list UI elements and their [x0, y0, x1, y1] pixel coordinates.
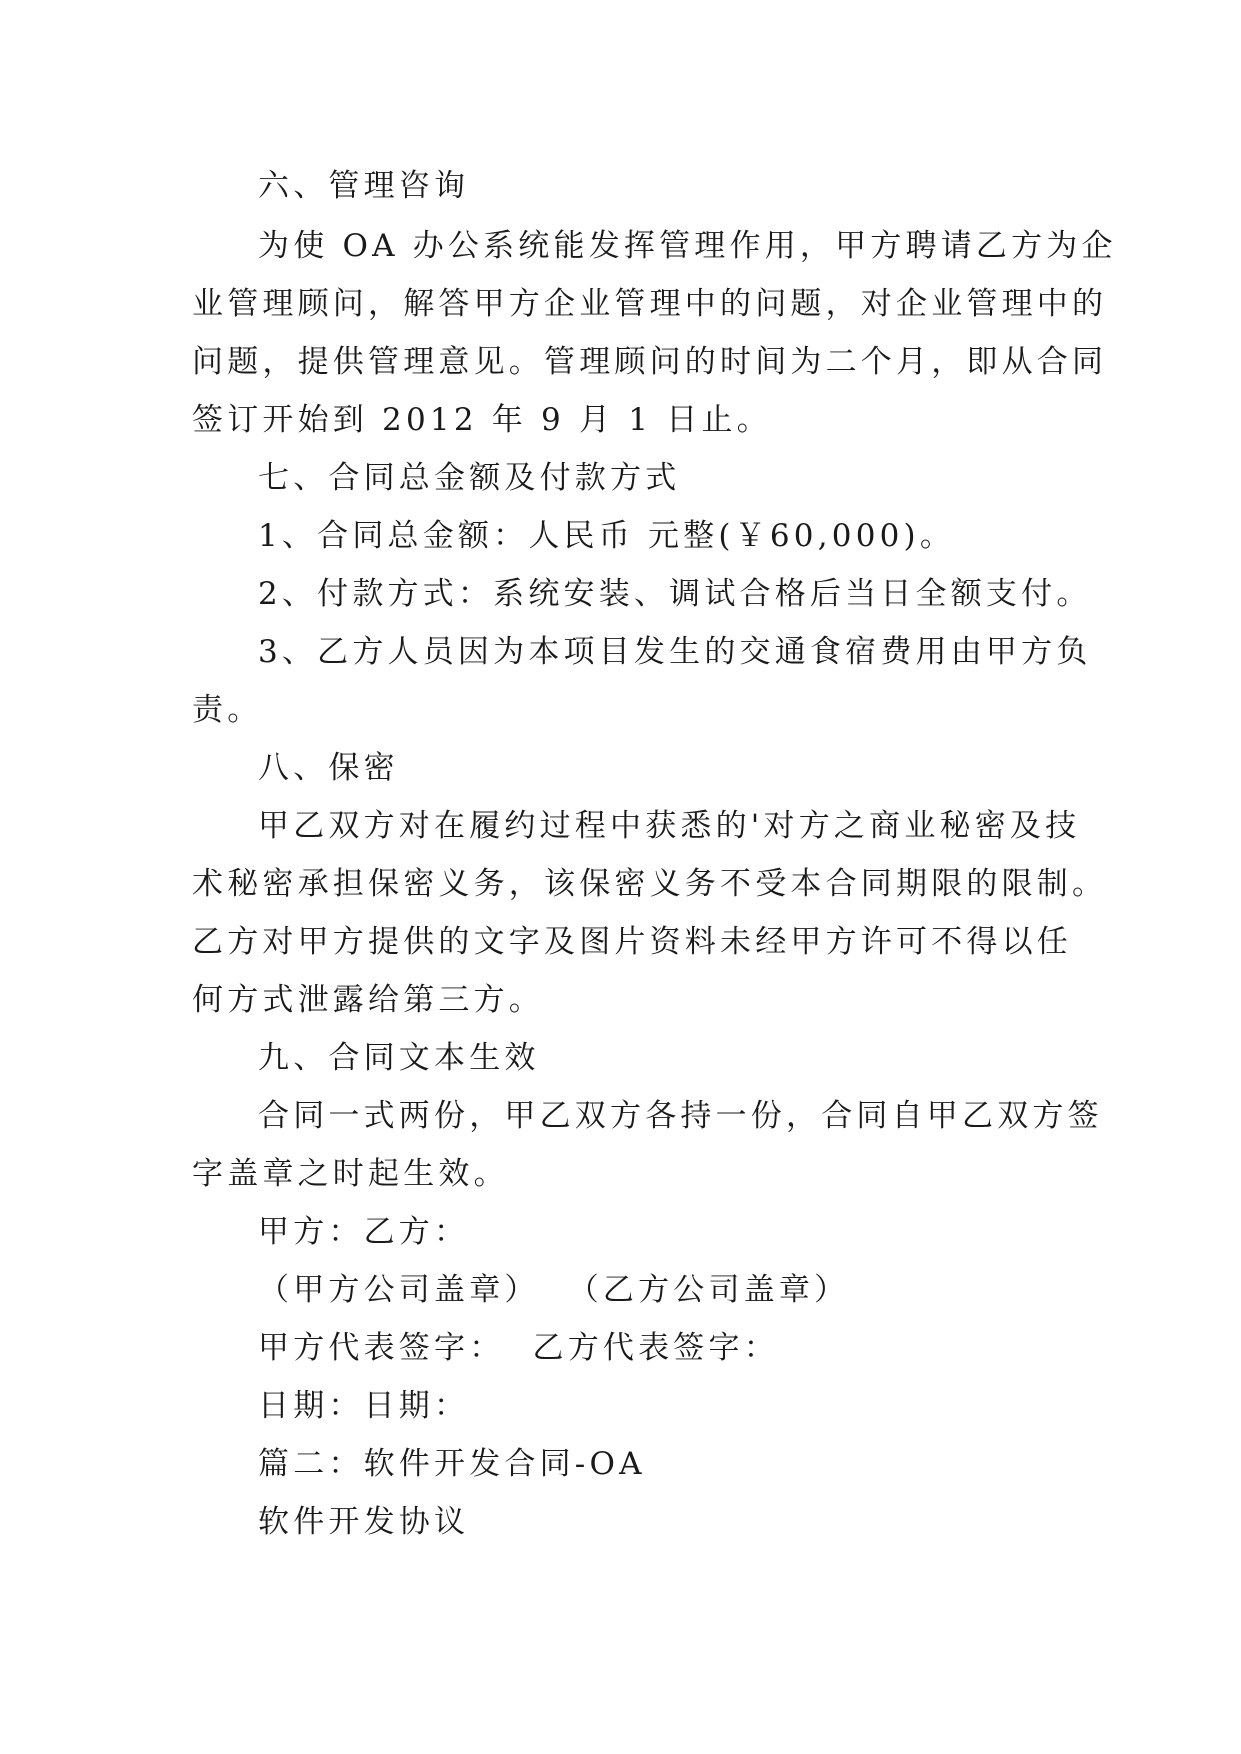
document-title: 软件开发协议 — [258, 1504, 470, 1540]
paragraph-line: 责。 — [192, 692, 263, 728]
section-heading-management-consulting: 六、管理咨询 — [258, 168, 470, 204]
paragraph-line: 字盖章之时起生效。 — [192, 1156, 509, 1192]
signature-seals: （甲方公司盖章） （乙方公司盖章） — [258, 1272, 850, 1308]
section-heading-contract-amount: 七、合同总金额及付款方式 — [258, 460, 681, 496]
paragraph-line: 业管理顾问，解答甲方企业管理中的问题，对企业管理中的 — [192, 286, 1108, 322]
list-item: 2、付款方式：系统安装、调试合格后当日全额支付。 — [258, 576, 1092, 612]
paragraph-line: 签订开始到 2012 年 9 月 1 日止。 — [192, 402, 772, 438]
paragraph-line: 合同一式两份，甲乙双方各持一份，合同自甲乙双方签 — [258, 1098, 1103, 1134]
list-item: 3、乙方人员因为本项目发生的交通食宿费用由甲方负 — [258, 634, 1092, 670]
paragraph-line: 问题，提供管理意见。管理顾问的时间为二个月，即从合同 — [192, 344, 1108, 380]
signature-parties: 甲方：乙方： — [258, 1214, 470, 1250]
list-item: 1、合同总金额：人民币 元整(￥60,000)。 — [258, 518, 956, 554]
paragraph-line: 为使 OA 办公系统能发挥管理作用，甲方聘请乙方为企 — [258, 228, 1117, 264]
signature-representatives: 甲方代表签字： 乙方代表签字： — [258, 1330, 779, 1366]
paragraph-line: 何方式泄露给第三方。 — [192, 982, 544, 1018]
paragraph-line: 术秘密承担保密义务，该保密义务不受本合同期限的限制。 — [192, 866, 1108, 902]
chapter-heading: 篇二：软件开发合同-OA — [258, 1446, 646, 1482]
paragraph-line: 甲乙双方对在履约过程中获悉的'对方之商业秘密及技 — [258, 808, 1081, 844]
signature-dates: 日期：日期： — [258, 1388, 470, 1424]
section-heading-effectiveness: 九、合同文本生效 — [258, 1040, 540, 1076]
paragraph-line: 乙方对甲方提供的文字及图片资料未经甲方许可不得以任 — [192, 924, 1072, 960]
section-heading-confidentiality: 八、保密 — [258, 750, 399, 786]
